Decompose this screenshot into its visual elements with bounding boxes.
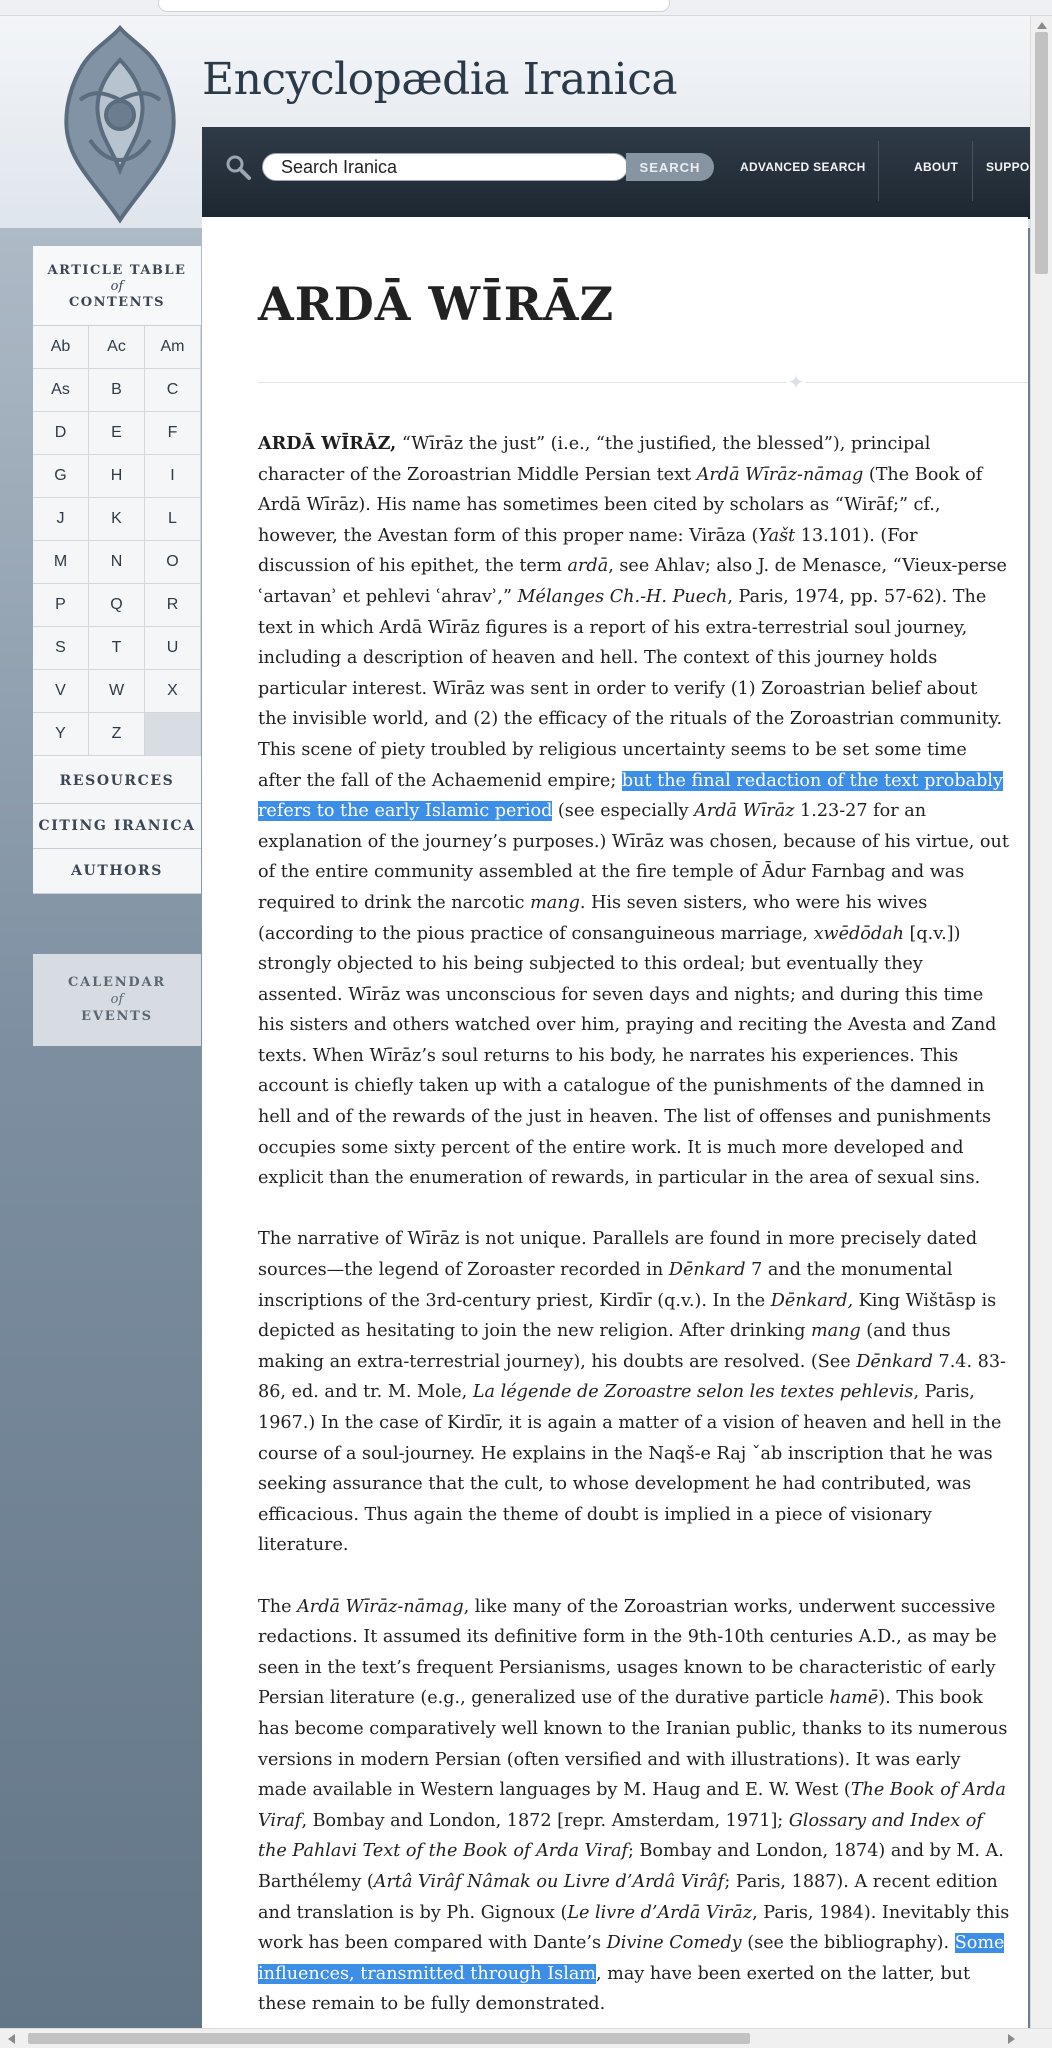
italic-run: xwēdōdah [813,923,904,944]
search-button[interactable]: SEARCH [626,153,714,181]
italic-run: La légende de Zoroastre selon les textes pehlevis [472,1382,914,1403]
italic-run: Mélanges Ch.-H. Puech [517,586,728,607]
nav-separator [972,141,973,201]
text-run: 7.4. 83-86, ed. and tr. M. Mole, [258,1351,1006,1403]
article-paragraph-2 [258,1224,1010,1561]
letter-index-i[interactable]: I [145,455,201,498]
letter-index-e[interactable]: E [89,412,145,455]
letter-index-q[interactable]: Q [89,584,145,627]
text-run: , see Ahlav; also J. de Menasce, “Vieux-perse ʿartavanʾ et pehlevi ʿahravʾ,” [258,556,1007,607]
divider-ornament-icon: ✦ [787,370,805,394]
letter-index-l[interactable]: L [145,498,201,541]
site-header [0,16,1030,228]
letter-index-x[interactable]: X [145,670,201,713]
italic-run: mang [530,892,580,913]
letter-index-b[interactable]: B [89,369,145,412]
letter-index-y[interactable]: Y [33,713,89,756]
text-run: ; Bombay and London, 1874) and by M. A. Barthélemy ( [258,1841,1004,1892]
italic-run: Dēnkard [668,1260,746,1281]
letter-index-t[interactable]: T [89,627,145,670]
article-table-of-contents [33,246,201,894]
letter-index-s[interactable]: S [33,627,89,670]
letter-index-w[interactable]: W [89,670,145,713]
letter-index-v[interactable]: V [33,670,89,713]
letter-index-h[interactable]: H [89,455,145,498]
letter-index-ab[interactable]: Ab [33,326,89,369]
about-link[interactable]: ABOUT [914,160,959,174]
search-input[interactable] [262,153,628,181]
text-run: (The Book of Ardā Wīrāz). His name has sometimes been cited by scholars as “Wirāf;” cf., however, the Avestan form of this proper name: Virāza ( [258,464,983,546]
article-paragraph-1 [258,429,1010,1194]
text-run: , Paris, 1967.) In the case of Kirdīr, it is again a matter of a vision of heaven and hell in the course of a soul-journey. He explains in the Naqš-e Raj ˇab inscription that he was seeking assurance that the cult, to whose development he had contributed, was efficacious. Thus again the theme of doubt is implied in a piece of visionary literature. [258,1382,1002,1556]
letter-index-empty [145,713,201,756]
text-run: “Wīrāz the just” (i.e., “the justified, the blessed”), principal character of the Zoroastrian Middle Persian text [258,434,931,485]
letter-index-k[interactable]: K [89,498,145,541]
horizontal-scroll-thumb[interactable] [28,2033,750,2044]
letter-index-u[interactable]: U [145,627,201,670]
browser-address-pill[interactable] [158,0,670,12]
italic-run: Ardā Wīrāz [694,801,795,822]
text-run: [q.v.]) strongly objected to his being subjected to this ordeal; but eventually they assented. Wīrāz was unconscious for seven days and nights; and during this time his sisters and others watched over him, praying and reciting the Avesta and Zand texts. When Wīrāz’s soul returns to his body, he narrates his experiences. This account is chiefly taken up with a catalogue of the punishments of the damned in hell and of the rewards of the just in heaven. The list of offenses and punishments occupies some sixty percent of the entire work. It is much more developed and explicit than the enumeration of rewards, in particular in the area of sexual sins. [258,923,997,1189]
italic-run: hamē [829,1688,879,1709]
search-bar [202,127,1030,219]
article-lead: ARDĀ WĪRĀZ, [258,433,397,454]
italic-run: Le livre d’Ardā Virāz [567,1902,753,1923]
letter-index-z[interactable]: Z [89,713,145,756]
nav-separator [878,141,879,201]
article-body [258,429,1010,2048]
italic-run: Divine Comedy [606,1933,742,1954]
italic-run: Dēnkard [856,1351,933,1372]
calendar-of-events-link[interactable] [33,954,201,1046]
text-run: 13.101). (For discussion of his epithet, the term [258,525,918,577]
letter-index-n[interactable]: N [89,541,145,584]
letter-index-d[interactable]: D [33,412,89,455]
text-run: , may have been exerted on the latter, but these remain to be fully demonstrated. [258,1963,971,2015]
toc-heading [33,246,201,326]
italic-run: mang [810,1321,861,1342]
letter-index-g[interactable]: G [33,455,89,498]
italic-run: ardā [567,556,609,577]
letter-index-as[interactable]: As [33,369,89,412]
calendar-line2: of [110,992,124,1007]
italic-run: Ardā Wīrāz-nāmag [297,1596,464,1617]
calendar-line3: EVENTS [81,1009,153,1024]
letter-index-r[interactable]: R [145,584,201,627]
horizontal-scrollbar[interactable] [0,2028,1052,2048]
letter-index-ac[interactable]: Ac [89,326,145,369]
iranica-medallion-logo[interactable] [50,20,190,230]
text-run: 7 and the monumental inscriptions of the 3rd-century priest, Kirdīr (q.v.). In the [258,1260,953,1311]
text-run: 1.23-27 for an explanation of the journey’s purposes.) Wīrāz was chosen, because of his virtue, out of the entire community assembled at the fire temple of Ādur Farnbag and was required to drink the narcotic [258,801,1009,913]
letter-index-f[interactable]: F [145,412,201,455]
letter-index-grid [33,326,201,756]
search-icon[interactable] [224,153,252,181]
text-run: (see especially [552,801,695,822]
scroll-right-arrow-icon[interactable] [1008,2034,1015,2044]
text-run: King Wištāsp is depicted as hesitating to join the new religion. After drinking [258,1290,997,1342]
italic-run: Dēnkard, [770,1290,854,1311]
title-divider [258,382,1028,383]
vertical-scroll-thumb[interactable] [1035,32,1048,274]
calendar-line1: CALENDAR [68,975,166,990]
vertical-scrollbar[interactable] [1030,16,1052,2028]
authors-link[interactable]: AUTHORS [33,849,201,894]
letter-index-j[interactable]: J [33,498,89,541]
italic-run: Yašt [758,525,796,546]
text-run: , Bombay and London, 1872 [repr. Amsterdam, 1971]; [301,1810,789,1831]
text-run: , Paris, 1984). Inevitably this work has been compared with Dante’s [258,1902,1010,1954]
toc-heading-line1: ARTICLE TABLE [47,263,187,278]
advanced-search-link[interactable]: ADVANCED SEARCH [740,160,866,174]
letter-index-c[interactable]: C [145,369,201,412]
toc-heading-line2: of [110,279,124,294]
letter-index-p[interactable]: P [33,584,89,627]
text-run: (see the bibliography). [741,1933,955,1954]
italic-run: Glossary and Index of the Pahlavi Text of the Book of Arda Viraf [258,1810,983,1862]
text-run: ). This book has become comparatively well known to the Iranian public, thanks to its numerous versions in modern Persian (often versified and with illustrations). It was early made available in Western languages by M. Haug and E. W. West ( [258,1688,1008,1801]
italic-run: Artâ Virâf Nâmak ou Livre d’Ardâ Virâf [373,1871,725,1892]
text-run: (and thus making an extra-terrestrial journey), his doubts are resolved. (See [258,1321,951,1372]
resources-link[interactable]: RESOURCES [33,759,201,804]
letter-index-o[interactable]: O [145,541,201,584]
text-run: , like many of the Zoroastrian works, underwent successive redactions. It assumed its definitive form in the 9th-10th centuries A.D., as may be seen in the text’s frequent Persianisms, usages known to be characteristic of early Persian literature (e.g., generalized use of the durative particle [258,1596,997,1709]
support-link[interactable]: SUPPO [986,160,1030,174]
text-run: ; Paris, 1887). A recent edition and translation is by Ph. Gignoux ( [258,1871,998,1923]
scroll-left-arrow-icon[interactable] [8,2034,15,2044]
citing-iranica-link[interactable]: CITING IRANICA [33,804,201,849]
italic-run: Ardā Wīrāz-nāmag [696,464,864,485]
site-title[interactable]: Encyclopædia Iranica [202,54,678,105]
left-sidebar [0,228,202,2028]
article-title: ARDĀ WĪRĀZ [258,277,615,331]
article-paragraph-3 [258,1592,1010,2020]
article-main [202,217,1028,2028]
letter-index-am[interactable]: Am [145,326,201,369]
italic-run: The Book of Arda Viraf [258,1780,1006,1831]
selected-text[interactable]: Some influences, transmitted through Islam [258,1933,1005,1984]
text-run: . His seven sisters, who were his wives (according to the pious practice of consanguineous marriage, [258,892,928,944]
text-run: , Paris, 1974, pp. 57-62). The text in which Ardā Wīrāz figures is a report of his extra-terrestrial soul journey, including a description of heaven and hell. The context of this journey holds particular interest. Wīrāz was sent in order to verify (1) Zoroastrian belief about the invisible world, and (2) the efficacy of the rituals of the Zoroastrian community. This scene of piety troubled by religious uncertainty seems to be set some time after the fall of the Achaemenid empire; [258,586,1003,791]
letter-index-m[interactable]: M [33,541,89,584]
scroll-up-arrow-icon[interactable] [1037,22,1047,29]
text-run: The [258,1596,298,1617]
text-run: The narrative of Wīrāz is not unique. Parallels are found in more precisely dated sources—the legend of Zoroaster recorded in [258,1229,978,1281]
browser-top-strip [0,0,1052,16]
selected-text[interactable]: but the final redaction of the text probably refers to the early Islamic period [258,770,1003,822]
toc-heading-line3: CONTENTS [68,295,166,310]
